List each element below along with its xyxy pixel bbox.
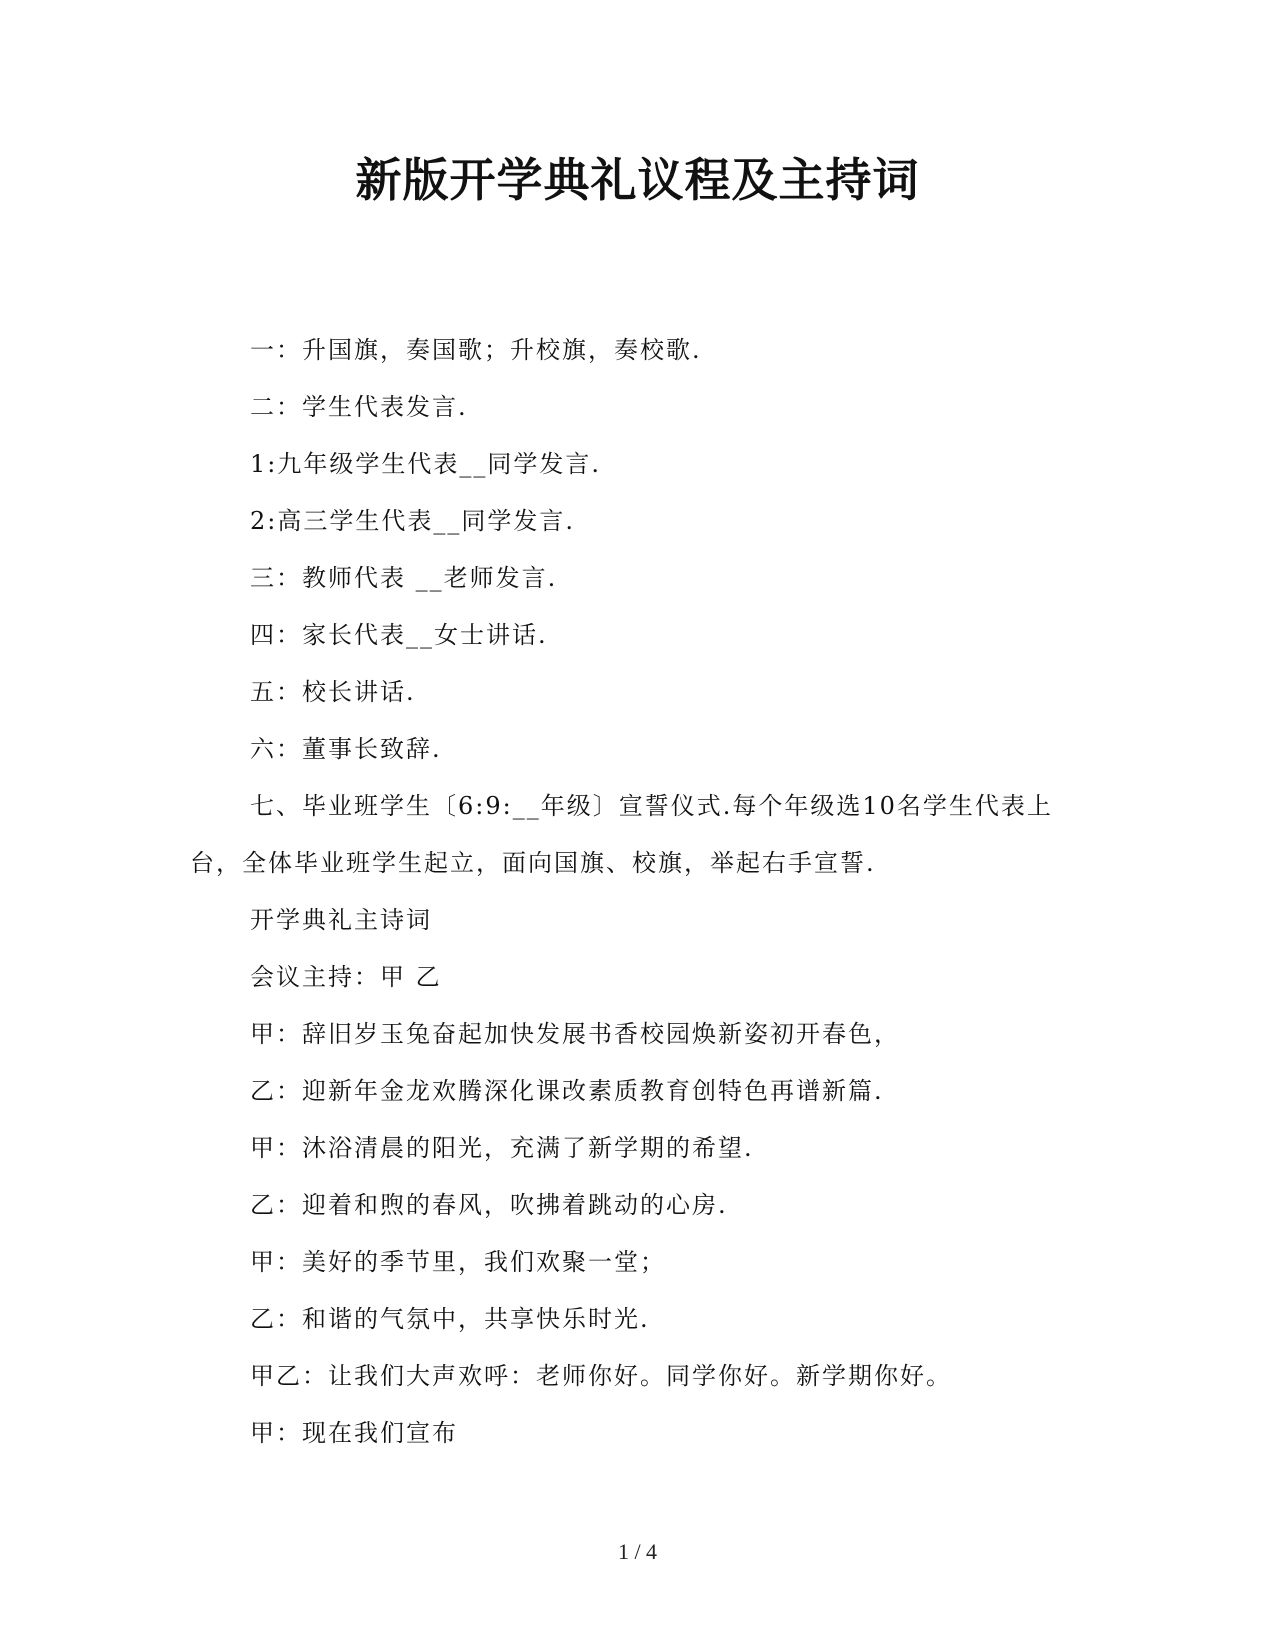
script-line: 甲：现在我们宣布 — [250, 1419, 458, 1447]
agenda-subitem-1: 1:九年级学生代表__同学发言. — [250, 450, 601, 478]
agenda-item-4: 四：家长代表__女士讲话. — [250, 621, 548, 649]
agenda-item-2: 二：学生代表发言. — [250, 393, 468, 421]
script-line: 甲：沐浴清晨的阳光，充满了新学期的希望. — [250, 1134, 754, 1162]
agenda-item-1: 一：升国旗，奏国歌；升校旗，奏校歌. — [250, 336, 702, 364]
script-line: 乙：迎新年金龙欢腾深化课改素质教育创特色再谱新篇. — [250, 1077, 884, 1105]
page-title: 新版开学典礼议程及主持词 — [355, 153, 920, 207]
section-heading: 开学典礼主诗词 — [250, 906, 432, 934]
agenda-item-6: 六：董事长致辞. — [250, 735, 442, 763]
script-line: 甲：辞旧岁玉兔奋起加快发展书香校园焕新姿初开春色， — [250, 1020, 900, 1048]
agenda-item-3: 三：教师代表 __老师发言. — [250, 564, 558, 592]
agenda-item-5: 五：校长讲话. — [250, 678, 416, 706]
agenda-item-7: 七、毕业班学生〔6:9:__年级〕宣誓仪式.每个年级选10名学生代表上台，全体毕业班学生起立，面向国旗、校旗，举起右手宣誓. — [190, 792, 1053, 877]
page-number: 1 / 4 — [617, 1539, 658, 1564]
script-line: 甲：美好的季节里，我们欢聚一堂； — [250, 1248, 666, 1276]
script-line: 乙：迎着和煦的春风，吹拂着跳动的心房. — [250, 1191, 728, 1219]
script-line: 乙：和谐的气氛中，共享快乐时光. — [250, 1305, 650, 1333]
agenda-subitem-2: 2:高三学生代表__同学发言. — [250, 507, 575, 535]
script-line: 甲乙：让我们大声欢呼：老师你好。同学你好。新学期你好。 — [250, 1362, 952, 1390]
document-body — [190, 322, 1090, 1462]
hosts-line: 会议主持：甲 乙 — [250, 963, 442, 991]
